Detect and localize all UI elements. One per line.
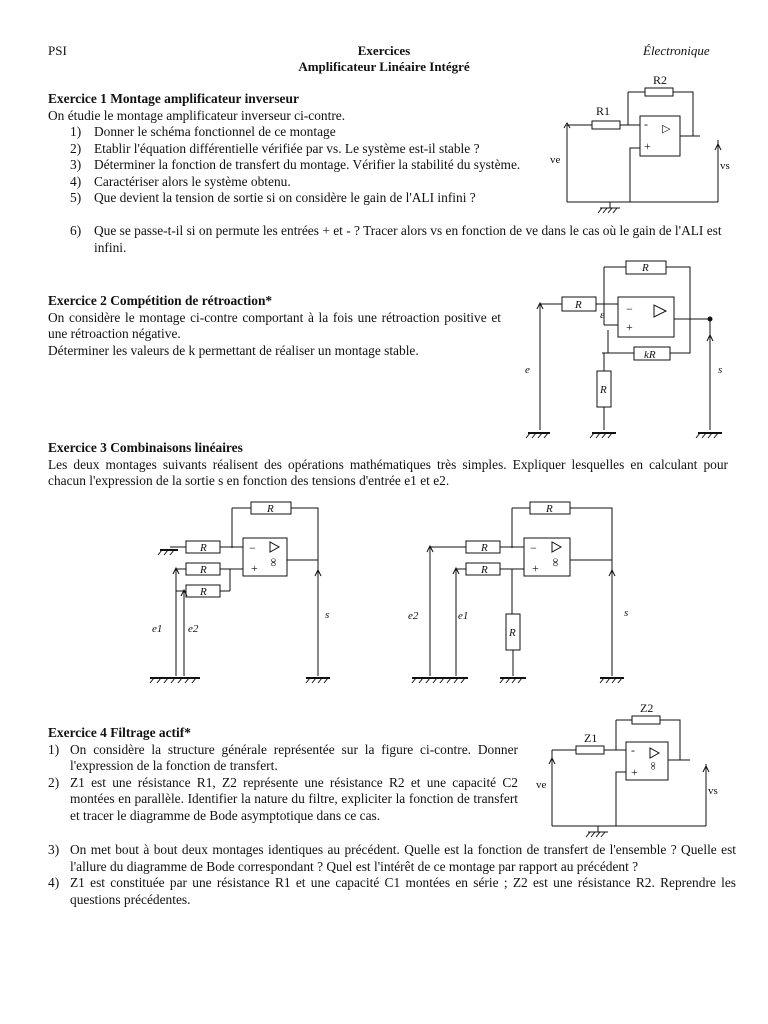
exercise-4-title: Exercice 4 Filtrage actif*	[48, 725, 191, 740]
exercise-1	[48, 91, 538, 207]
svg-text:∞: ∞	[647, 762, 659, 770]
svg-text:s: s	[624, 607, 629, 619]
list-item: 2) Etablir l'équation différentielle vérifiée par vs. Le système est-il stable ?	[70, 140, 480, 156]
exercise-4-head	[48, 725, 518, 824]
svg-text:R: R	[200, 586, 207, 598]
svg-text:R: R	[200, 564, 207, 576]
svg-text:R: R	[600, 384, 607, 396]
svg-text:R: R	[481, 542, 488, 554]
svg-text:+: +	[532, 561, 539, 575]
circuit-active-filter	[530, 700, 730, 840]
svg-text:R: R	[575, 299, 582, 311]
svg-text:e2: e2	[408, 610, 419, 622]
impedance-z2	[632, 716, 660, 724]
svg-text:∞: ∞	[267, 558, 281, 567]
list-item: 6) Que se passe-t-il si on permute les entrées + et - ? Tracer alors vs en fonction de ve dans le cas où le gain de l'ALI est infini.	[70, 223, 722, 255]
exercise-1-intro: On étudie le montage amplificateur inverseur ci-contre.	[48, 107, 346, 123]
exercise-2	[48, 293, 501, 359]
svg-text:−: −	[530, 541, 537, 555]
list-item: 2) Z1 est une résistance R1, Z2 représente une résistance R2 et une capacité C2 montées en parallèle. Identifier la nature du filtre, expliciter la fonction de transfert et tracer le diagramme de Bode asymptotique dans ce cas.	[48, 774, 518, 823]
exercise-2-text-1: On considère le montage ci-contre comportant à la fois une rétroaction positive et une rétroaction négative.	[48, 309, 501, 341]
svg-text:-: -	[631, 743, 635, 757]
svg-text:+: +	[631, 765, 638, 779]
impedance-z1	[576, 746, 604, 754]
svg-text:R: R	[509, 627, 516, 639]
svg-text:∞: ∞	[549, 558, 563, 567]
svg-text:e1: e1	[152, 623, 163, 635]
resistor-r2	[645, 88, 673, 96]
exercise-4-items-b	[48, 842, 736, 908]
header-left: PSI	[48, 43, 67, 58]
svg-text:−: −	[626, 302, 633, 316]
label-s: s	[718, 364, 723, 376]
list-item: 4) Z1 est constituée par une résistance R1 et une capacité C1 montées en série ; Z2 est une résistance R2. Reprendre les questions précédentes.	[48, 875, 736, 907]
list-item: 3) Déterminer la fonction de transfert du montage. Vérifier la stabilité du système.	[70, 157, 521, 172]
list-item: 1) On considère la structure générale représentée sur la figure ci-contre. Donner l'expression de la fonction de transfert.	[48, 741, 518, 773]
svg-text:s: s	[325, 609, 330, 621]
resistor-r1	[592, 121, 620, 129]
exercise-1-title: Exercice 1 Montage amplificateur inverseur	[48, 91, 299, 106]
label-e: e	[525, 364, 530, 376]
label-vs: vs	[720, 160, 730, 172]
circuit-combination-b	[402, 498, 642, 688]
exercise-2-text-2: Déterminer les valeurs de k permettant de réaliser un montage stable.	[48, 342, 419, 358]
label-ve: ve	[536, 779, 547, 791]
exercise-1-q6	[48, 223, 728, 256]
svg-text:+: +	[626, 320, 633, 334]
list-item: 3) On met bout à bout deux montages identiques au précédent. Quelle est la fonction de transfert de l'ensemble ? Quelle est l'allure du diagramme de Bode correspondant ? Quel est l'intérêt de ce montage par rapport au précédent ?	[48, 842, 736, 874]
svg-text:R: R	[200, 542, 207, 554]
svg-text:R: R	[267, 503, 274, 515]
circuit-combination-a	[148, 498, 348, 688]
svg-text:+: +	[644, 139, 651, 153]
exercise-3-text: Les deux montages suivants réalisent des opérations mathématiques très simples. Expliquer lesquelles en calculant pour chacun l'expression de la sortie s en fonction des tensions d'entrée e1 et e2.	[48, 456, 728, 488]
label-r2: R2	[653, 73, 668, 87]
label-epsilon: ε	[600, 309, 605, 321]
svg-text:R: R	[642, 262, 649, 274]
exercise-2-title: Exercice 2 Compétition de rétroaction*	[48, 293, 273, 308]
svg-text:▷: ▷	[662, 123, 671, 135]
svg-text:R: R	[481, 564, 488, 576]
header-title: Exercices	[357, 43, 411, 58]
label-vs: vs	[708, 785, 718, 797]
circuit-inverting-amplifier	[540, 70, 740, 220]
list-item: 1) Donner le schéma fonctionnel de ce montage	[70, 124, 336, 139]
label-r1: R1	[596, 104, 611, 118]
svg-text:e2: e2	[188, 623, 199, 635]
exercise-1-questions	[48, 124, 538, 207]
list-item: 5) Que devient la tension de sortie si on considère le gain de l'ALI infini ?	[70, 190, 476, 205]
svg-text:e1: e1	[458, 610, 469, 622]
svg-text:R: R	[546, 503, 553, 515]
list-item: 4) Caractériser alors le système obtenu.	[70, 173, 291, 189]
exercise-4-tail	[48, 842, 736, 908]
exercise-4-items-a	[48, 742, 518, 825]
exercise-3-title: Exercice 3 Combinaisons linéaires	[48, 440, 243, 455]
svg-text:-: -	[644, 117, 648, 131]
label-ve: ve	[550, 154, 561, 166]
label-z1: Z1	[584, 731, 598, 745]
exercise-3	[48, 440, 728, 490]
circuit-feedback-competition	[520, 255, 740, 440]
header-subtitle: Amplificateur Linéaire Intégré	[298, 59, 470, 74]
header-right: Électronique	[643, 43, 710, 58]
svg-text:+: +	[251, 561, 258, 575]
svg-text:−: −	[249, 541, 256, 555]
svg-text:kR: kR	[644, 349, 656, 361]
label-z2: Z2	[640, 701, 654, 715]
